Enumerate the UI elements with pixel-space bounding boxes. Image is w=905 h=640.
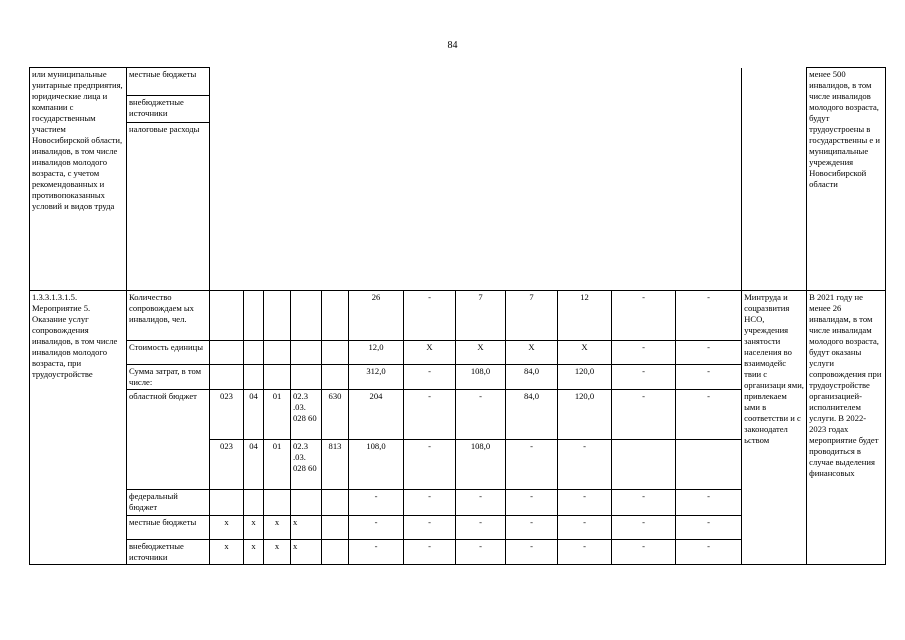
code-pr: 01 (264, 390, 291, 440)
code-vr (322, 540, 349, 565)
value-cell: X (558, 341, 612, 365)
code-gr (210, 341, 244, 365)
code-vr (322, 341, 349, 365)
value-cell: - (349, 540, 404, 565)
row-label: Сумма затрат, в том числе: (127, 365, 210, 390)
value-cell: - (404, 540, 456, 565)
value-cell: - (404, 390, 456, 440)
value-cell: - (404, 440, 456, 490)
value-cell: - (558, 490, 612, 516)
prev-source: налоговые расходы (127, 123, 210, 291)
code-csr: 02.3 .03. 028 60 (291, 440, 322, 490)
value-cell: - (558, 516, 612, 540)
row-label: Стоимость единицы (127, 341, 210, 365)
code-rz: 04 (244, 390, 264, 440)
value-cell: - (612, 516, 676, 540)
code-gr: 023 (210, 440, 244, 490)
value-cell: - (506, 540, 558, 565)
table-row (30, 291, 886, 341)
value-cell: - (676, 490, 742, 516)
value-cell: 108,0 (349, 440, 404, 490)
value-cell: 12 (558, 291, 612, 341)
value-cell: - (404, 291, 456, 341)
measure-name: 1.3.3.1.3.1.5. Мероприятие 5. Оказание услуг сопровождения инвалидов, в том числе инвалидов молодого возраста, при трудоустройстве (30, 291, 127, 565)
code-rz (244, 341, 264, 365)
code-csr (291, 291, 322, 341)
value-cell: - (676, 365, 742, 390)
value-cell: - (404, 490, 456, 516)
code-gr: x (210, 516, 244, 540)
value-cell: 12,0 (349, 341, 404, 365)
prev-result: менее 500 инвалидов, в том числе инвалидов молодого возраста, будут трудоустроены в государственны е и муниципальные учреждения Новосибирской области (807, 68, 886, 291)
value-cell: 7 (506, 291, 558, 341)
value-cell: - (558, 540, 612, 565)
value-cell: 108,0 (456, 365, 506, 390)
value-cell: - (676, 516, 742, 540)
code-pr: x (264, 540, 291, 565)
value-cell: - (349, 516, 404, 540)
page-number: 84 (447, 40, 458, 51)
row-label: областной бюджет (127, 390, 210, 490)
code-pr (264, 365, 291, 390)
code-rz: 04 (244, 440, 264, 490)
value-cell: X (404, 341, 456, 365)
code-pr (264, 341, 291, 365)
value-cell: - (612, 341, 676, 365)
code-vr (322, 365, 349, 390)
code-csr: x (291, 516, 322, 540)
code-vr: 813 (322, 440, 349, 490)
code-vr (322, 516, 349, 540)
code-csr: 02.3 .03. 028 60 (291, 390, 322, 440)
code-csr (291, 341, 322, 365)
value-cell: X (456, 341, 506, 365)
value-cell: - (404, 365, 456, 390)
code-rz (244, 365, 264, 390)
code-vr: 630 (322, 390, 349, 440)
program-table (29, 67, 886, 565)
value-cell: 312,0 (349, 365, 404, 390)
value-cell: - (612, 365, 676, 390)
value-cell: - (612, 291, 676, 341)
code-gr (210, 365, 244, 390)
empty-cell (210, 68, 742, 291)
code-gr: x (210, 540, 244, 565)
value-cell: 204 (349, 390, 404, 440)
code-pr: x (264, 516, 291, 540)
value-cell: 108,0 (456, 440, 506, 490)
value-cell: - (506, 516, 558, 540)
value-cell: - (506, 490, 558, 516)
empty-cell (742, 68, 807, 291)
value-cell: 120,0 (558, 390, 612, 440)
code-csr (291, 365, 322, 390)
value-cell: 7 (456, 291, 506, 341)
code-pr (264, 490, 291, 516)
measure-executor: Минтруда и соцразвития НСО, учреждения занятости населения во взаимодейс твии с организаци ями, привлекаем ыми в соответстви и с законодател ьством (742, 291, 807, 565)
code-rz (244, 291, 264, 341)
code-csr: x (291, 540, 322, 565)
value-cell: 84,0 (506, 365, 558, 390)
prev-description: или муниципальные унитарные предприятия, юридические лица и компании с государственным участием Новосибирской области, инвалидов, в том числе инвалидов молодого возраста, с учетом рекомендованных и противопоказанных условий и видов труда (30, 68, 127, 291)
value-cell: - (676, 390, 742, 440)
code-gr (210, 291, 244, 341)
value-cell (612, 440, 676, 490)
prev-source: местные бюджеты (127, 68, 210, 96)
code-pr: 01 (264, 440, 291, 490)
code-csr (291, 490, 322, 516)
value-cell: - (612, 540, 676, 565)
row-label: местные бюджеты (127, 516, 210, 540)
prev-source: внебюджетные источники (127, 96, 210, 123)
value-cell: - (558, 440, 612, 490)
value-cell: - (456, 516, 506, 540)
value-cell: 84,0 (506, 390, 558, 440)
row-label: внебюджетные источники (127, 540, 210, 565)
value-cell: - (349, 490, 404, 516)
row-label: федеральный бюджет (127, 490, 210, 516)
code-pr (264, 291, 291, 341)
value-cell: - (612, 490, 676, 516)
value-cell: - (456, 490, 506, 516)
value-cell: - (676, 291, 742, 341)
value-cell: X (506, 341, 558, 365)
value-cell: 120,0 (558, 365, 612, 390)
value-cell: - (456, 390, 506, 440)
value-cell: - (612, 390, 676, 440)
code-vr (322, 291, 349, 341)
code-rz: x (244, 516, 264, 540)
value-cell: - (676, 540, 742, 565)
code-vr (322, 490, 349, 516)
value-cell: - (456, 540, 506, 565)
measure-result: В 2021 году не менее 26 инвалидам, в том числе инвалидам молодого возраста, будут оказаны услуги сопровождения при трудоустройстве организацией-исполнителем услуги. В 2022-2023 годах мероприятие будет проводиться в случае выделения финансовых (807, 291, 886, 565)
code-gr: 023 (210, 390, 244, 440)
code-gr (210, 490, 244, 516)
value-cell: - (404, 516, 456, 540)
value-cell: - (506, 440, 558, 490)
code-rz (244, 490, 264, 516)
code-rz: x (244, 540, 264, 565)
row-label: Количество сопровождаем ых инвалидов, чел. (127, 291, 210, 341)
value-cell: - (676, 341, 742, 365)
value-cell (676, 440, 742, 490)
value-cell: 26 (349, 291, 404, 341)
